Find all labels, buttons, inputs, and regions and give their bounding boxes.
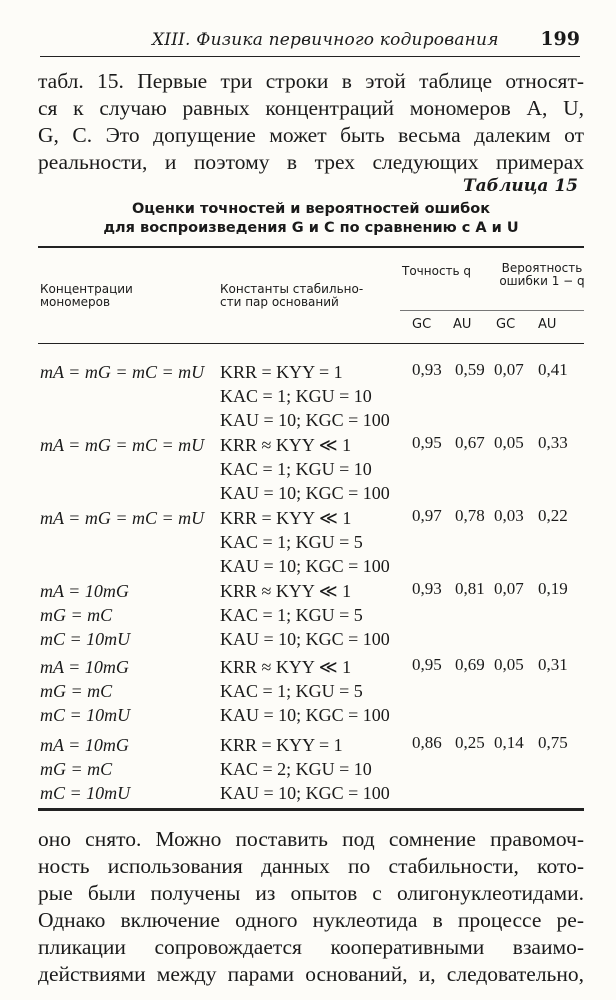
text-line: оно снято. Можно поставить под сомнение правомоч- (38, 827, 584, 851)
cell-line: KAU = 10; KGC = 100 (220, 556, 390, 576)
cell-line: KRR = KYY = 1 (220, 735, 343, 755)
header-line: сти пар оснований (220, 295, 339, 309)
cell-line: mA = mG = mC = mU (40, 362, 205, 382)
value-error-au: 0,75 (538, 733, 568, 752)
value-error-gc: 0,14 (494, 733, 524, 752)
constants-cell (220, 579, 390, 651)
concentration-cell (40, 506, 204, 530)
value-accuracy-gc: 0,86 (412, 733, 442, 752)
header-line: Вероятность (501, 261, 583, 275)
cell-line: KAC = 1; KGU = 5 (220, 605, 363, 625)
page-number: 199 (540, 28, 580, 50)
header-constants (220, 283, 380, 309)
cell-line: KRR ≈ KYY ≪ 1 (220, 435, 352, 455)
value-error-au: 0,19 (538, 579, 568, 598)
header-accuracy: Точность q (402, 264, 472, 278)
table-label: Таблица 15 (463, 176, 578, 196)
paragraph-top (38, 68, 584, 176)
constants-cell (220, 506, 390, 578)
table-row (0, 579, 616, 654)
cell-line: mG = mC (40, 759, 113, 779)
cell-line: KAC = 2; KGU = 10 (220, 759, 372, 779)
value-accuracy-gc: 0,93 (412, 360, 442, 379)
value-accuracy-au: 0,81 (455, 579, 485, 598)
constants-cell (220, 433, 390, 505)
cell-line: mA = mG = mC = mU (40, 435, 205, 455)
constants-cell (220, 733, 390, 805)
text-line: табл. 15. Первые три строки в этой таблице относят- (38, 69, 584, 93)
text-line: рые были получены из опытов с олигонуклеотидами. (38, 881, 584, 905)
text-line: действиями между парами оснований, и, следовательно, (38, 962, 584, 986)
cell-line: KAC = 1; KGU = 10 (220, 386, 372, 406)
value-error-au: 0,33 (538, 433, 568, 452)
cell-line: KRR ≈ KYY ≪ 1 (220, 581, 352, 601)
subheader-gc: GC (496, 317, 516, 332)
cell-line: KAC = 1; KGU = 10 (220, 459, 372, 479)
header-line: Константы стабильно- (220, 282, 364, 296)
caption-line: Оценки точностей и вероятностей ошибок (131, 201, 491, 217)
table-row (0, 506, 616, 581)
table-row (0, 433, 616, 508)
table-top-rule (38, 246, 584, 248)
value-error-gc: 0,03 (494, 506, 524, 525)
value-accuracy-gc: 0,95 (412, 655, 442, 674)
cell-line: mA = 10mG (40, 581, 129, 601)
value-error-gc: 0,05 (494, 433, 524, 452)
cell-line: mA = 10mG (40, 735, 129, 755)
cell-line: mG = mC (40, 681, 113, 701)
value-accuracy-gc: 0,95 (412, 433, 442, 452)
value-error-au: 0,22 (538, 506, 568, 525)
concentration-cell (40, 579, 130, 651)
cell-line: mA = 10mG (40, 657, 129, 677)
cell-line: mG = mC (40, 605, 113, 625)
concentration-cell (40, 433, 204, 457)
table-header-rule (38, 343, 584, 344)
value-error-au: 0,31 (538, 655, 568, 674)
cell-line: KRR = KYY = 1 (220, 362, 343, 382)
header-error-probability (496, 262, 588, 288)
value-error-gc: 0,05 (494, 655, 524, 674)
text-line: пликации сопровождается кооперативными взаимо- (38, 935, 584, 959)
subheader-au: AU (538, 317, 557, 332)
value-accuracy-au: 0,78 (455, 506, 485, 525)
value-accuracy-au: 0,67 (455, 433, 485, 452)
table-row (0, 655, 616, 730)
table-row (0, 733, 616, 808)
cell-line: mC = 10mU (40, 783, 131, 803)
caption-line: для воспроизведения G и C по сравнению с A и U (103, 220, 519, 236)
value-error-au: 0,41 (538, 360, 568, 379)
cell-line: KAC = 1; KGU = 5 (220, 532, 363, 552)
table-row (0, 360, 616, 435)
chapter-title: XIII. Физика первичного кодирования (152, 30, 499, 50)
concentration-cell (40, 655, 130, 727)
text-line: ся к случаю равных концентраций мономеров A, U, (38, 96, 584, 120)
text-line: G, C. Это допущение может быть весьма далеким от (38, 123, 584, 147)
value-accuracy-gc: 0,97 (412, 506, 442, 525)
value-error-gc: 0,07 (494, 579, 524, 598)
cell-line: KRR = KYY ≪ 1 (220, 508, 352, 528)
value-accuracy-au: 0,25 (455, 733, 485, 752)
cell-line: mC = 10mU (40, 629, 131, 649)
paragraph-bottom (38, 826, 584, 988)
running-header (40, 26, 580, 57)
text-line: ность использования данных по стабильности, кото- (38, 854, 584, 878)
subheader-rule (400, 310, 584, 311)
text-line: Однако включение одного нуклеотида в процессе ре- (38, 908, 584, 932)
header-line: ошибки 1 − q (499, 274, 585, 288)
header-line: Концентрации (40, 282, 133, 296)
table-caption (38, 200, 584, 238)
cell-line: KAC = 1; KGU = 5 (220, 681, 363, 701)
header-line: мономеров (40, 295, 111, 309)
value-accuracy-au: 0,59 (455, 360, 485, 379)
cell-line: KAU = 10; KGC = 100 (220, 783, 390, 803)
constants-cell (220, 360, 390, 432)
cell-line: mC = 10mU (40, 705, 131, 725)
value-error-gc: 0,07 (494, 360, 524, 379)
constants-cell (220, 655, 390, 727)
value-accuracy-gc: 0,93 (412, 579, 442, 598)
concentration-cell (40, 733, 130, 805)
cell-line: KAU = 10; KGC = 100 (220, 629, 390, 649)
cell-line: KAU = 10; KGC = 100 (220, 410, 390, 430)
header-concentration (40, 283, 190, 309)
table-bottom-rule (38, 808, 584, 811)
subheader-au: AU (453, 317, 472, 332)
concentration-cell (40, 360, 204, 384)
value-accuracy-au: 0,69 (455, 655, 485, 674)
cell-line: KRR ≈ KYY ≪ 1 (220, 657, 352, 677)
text-line: реальности, и поэтому в трех следующих примерах (38, 150, 584, 174)
cell-line: mA = mG = mC = mU (40, 508, 205, 528)
cell-line: KAU = 10; KGC = 100 (220, 483, 390, 503)
cell-line: KAU = 10; KGC = 100 (220, 705, 390, 725)
subheader-gc: GC (412, 317, 432, 332)
